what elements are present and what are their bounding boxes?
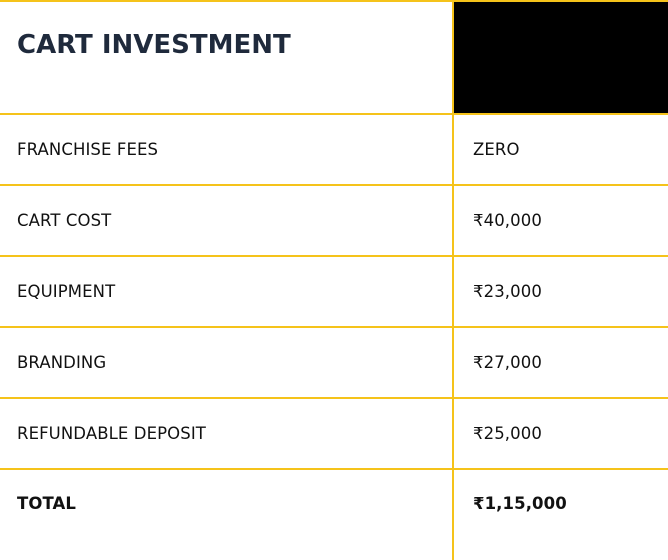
table-row: [0, 115, 668, 186]
row-label-branding: BRANDING: [17, 353, 107, 372]
table-row: [0, 186, 668, 257]
row-label-cart-cost: CART COST: [17, 211, 112, 230]
table-row: [0, 257, 668, 328]
table-title: CART INVESTMENT: [17, 30, 291, 60]
table-header-row: [0, 2, 668, 115]
table-row: [0, 328, 668, 399]
row-label-refundable-deposit: REFUNDABLE DEPOSIT: [17, 424, 206, 443]
row-value-cart-cost: ₹40,000: [452, 186, 668, 255]
row-value-equipment: ₹23,000: [452, 257, 668, 326]
row-label-equipment: EQUIPMENT: [17, 282, 116, 301]
row-value-franchise-fees: ZERO: [452, 115, 668, 184]
table-total-row: [0, 470, 668, 560]
row-value-branding: ₹27,000: [452, 328, 668, 397]
total-label: TOTAL: [17, 494, 77, 513]
table-row: [0, 399, 668, 470]
row-label-franchise-fees: FRANCHISE FEES: [17, 140, 159, 159]
header-black-block: [452, 2, 668, 113]
total-value: ₹1,15,000: [452, 470, 668, 560]
row-value-refundable-deposit: ₹25,000: [452, 399, 668, 468]
